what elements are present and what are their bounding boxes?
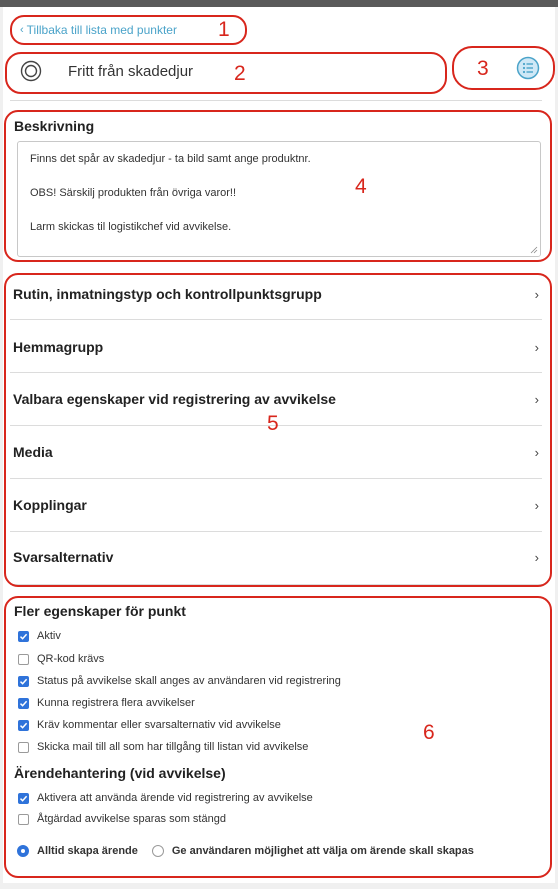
annotation-box-6: [4, 596, 552, 878]
checkbox-label: QR-kod krävs: [37, 653, 105, 665]
back-link-label: Tillbaka till lista med punkter: [26, 23, 177, 37]
annotation-box-2: [5, 52, 447, 94]
checkbox-label: Skicka mail till all som har tillgång till listan vid avvikelse: [37, 741, 309, 753]
page-title: Fritt från skadedjur: [68, 62, 194, 80]
chevron-right-icon: ›: [534, 391, 539, 407]
chevron-right-icon: ›: [534, 286, 539, 302]
checkbox-label: Aktiv: [37, 630, 61, 642]
bottom-bar: [0, 883, 558, 889]
annotation-box-3: [452, 46, 555, 90]
annotation-number: 6: [423, 721, 435, 744]
accordion-label: Svarsalternativ: [13, 549, 114, 565]
checkbox-label: Status på avvikelse skall anges av användaren vid registrering: [37, 675, 341, 687]
accordion-label: Valbara egenskaper vid registrering av avvikelse: [13, 391, 336, 407]
description-line: Larm skickas til logistikchef vid avvikelse.: [30, 221, 232, 233]
accordion-label: Hemmagrupp: [13, 339, 104, 355]
annotation-number: 3: [477, 57, 489, 80]
accordion-label: Rutin, inmatningstyp och kontrollpunktsgrupp: [13, 286, 322, 302]
annotation-number: 5: [267, 412, 279, 435]
divider: [10, 100, 542, 101]
checkbox-label: Kräv kommentar eller svarsalternativ vid avvikelse: [37, 719, 281, 731]
annotation-number: 4: [355, 175, 367, 198]
annotation-number: 1: [218, 18, 230, 41]
chevron-right-icon: ›: [534, 444, 539, 460]
chevron-left-icon: ‹: [20, 24, 24, 36]
radio-label: Alltid skapa ärende: [37, 845, 138, 857]
chevron-right-icon: ›: [534, 339, 539, 355]
checkbox-label: Aktivera att använda ärende vid registrering av avvikelse: [37, 792, 313, 804]
properties-title: Fler egenskaper för punkt: [14, 603, 186, 619]
chevron-right-icon: ›: [534, 497, 539, 513]
accordion-label: Media: [13, 444, 53, 460]
description-line: Finns det spår av skadedjur - ta bild samt ange produktnr.: [30, 153, 311, 165]
description-line: OBS! Särskilj produkten från övriga varor!!: [30, 187, 237, 199]
case-handling-title: Ärendehantering (vid avvikelse): [14, 765, 226, 781]
chevron-right-icon: ›: [534, 549, 539, 565]
description-label: Beskrivning: [14, 118, 95, 134]
annotation-box-4: [4, 110, 552, 262]
accordion-label: Kopplingar: [13, 497, 87, 513]
annotation-box-1: [10, 15, 247, 45]
radio-label: Ge användaren möjlighet att välja om ärende skall skapas: [171, 845, 474, 857]
annotation-number: 2: [234, 62, 246, 85]
checkbox-label: Kunna registrera flera avvikelser: [37, 697, 195, 709]
checkbox-label: Åtgärdad avvikelse sparas som stängd: [37, 813, 226, 825]
top-bar: [0, 0, 558, 7]
